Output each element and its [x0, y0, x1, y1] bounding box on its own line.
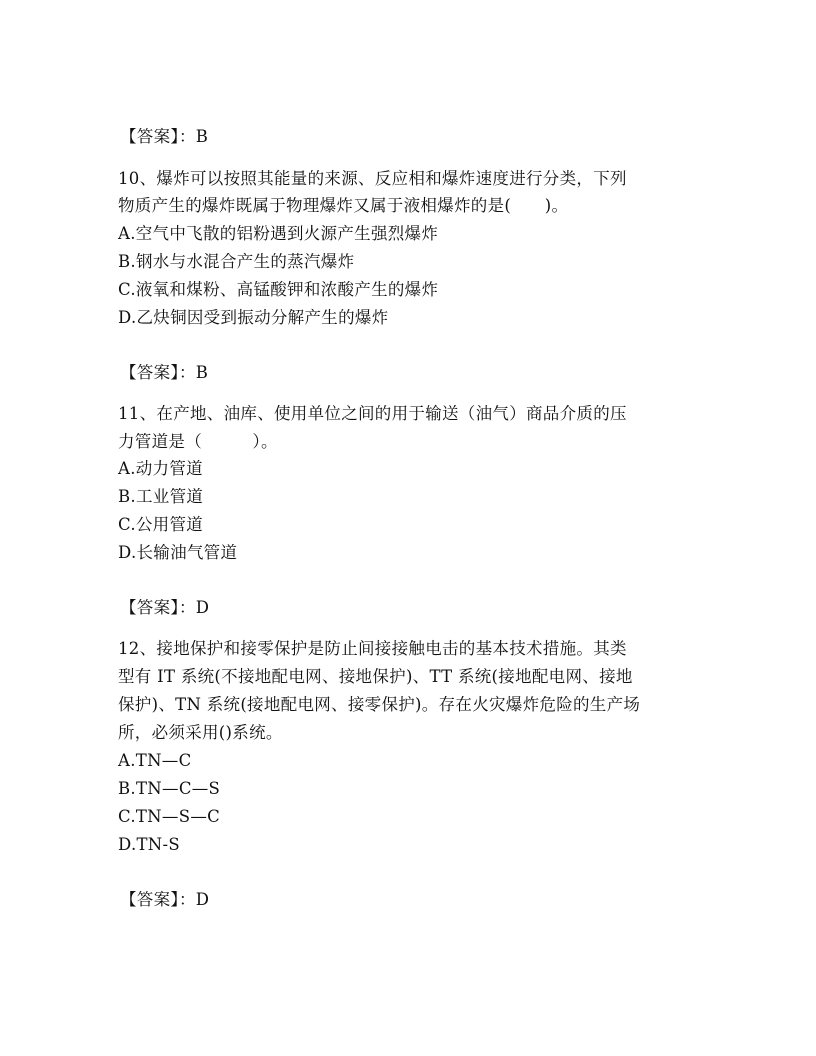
answer-q9: 【答案】：B — [120, 127, 209, 146]
answer-q12: 【答案】：D — [120, 890, 210, 909]
question-10-line-2: 物质产生的爆炸既属于物理爆炸又属于液相爆炸的是( )。 — [118, 196, 569, 215]
question-12-option-b: B.TN—C—S — [118, 779, 221, 798]
question-11-option-d: D.长输油气管道 — [118, 543, 238, 562]
question-12-line-2: 型有 IT 系统(不接地配电网、接地保护)、TT 系统(接地配电网、接地 — [118, 667, 633, 686]
question-11-line-2: 力管道是（ ）。 — [118, 432, 278, 451]
question-12-option-a: A.TN—C — [118, 751, 192, 770]
question-10-line-1: 10、爆炸可以按照其能量的来源、反应相和爆炸速度进行分类，下列 — [118, 169, 627, 188]
question-10-option-c: C.液氧和煤粉、高锰酸钾和浓酸产生的爆炸 — [118, 280, 439, 299]
answer-q10: 【答案】：B — [120, 363, 209, 382]
question-10-option-b: B.钢水与水混合产生的蒸汽爆炸 — [118, 252, 355, 271]
question-10-option-d: D.乙炔铜因受到振动分解产生的爆炸 — [118, 308, 389, 327]
question-12-option-c: C.TN—S—C — [118, 807, 221, 826]
question-12-line-1: 12、接地保护和接零保护是防止间接接触电击的基本技术措施。其类 — [118, 639, 627, 658]
question-12-option-d: D.TN-S — [118, 835, 181, 854]
question-10-option-a: A.空气中飞散的铝粉遇到火源产生强烈爆炸 — [118, 224, 439, 243]
question-11-line-1: 11、在产地、油库、使用单位之间的用于输送（油气）商品介质的压 — [118, 404, 627, 423]
question-11-option-c: C.公用管道 — [118, 515, 204, 534]
question-12-line-3: 保护)、TN 系统(接地配电网、接零保护)。存在火灾爆炸危险的生产场 — [118, 695, 641, 714]
question-12-line-4: 所，必须采用()系统。 — [118, 723, 283, 742]
question-11-option-b: B.工业管道 — [118, 487, 204, 506]
question-11-option-a: A.动力管道 — [118, 459, 203, 478]
answer-q11: 【答案】：D — [120, 598, 210, 617]
